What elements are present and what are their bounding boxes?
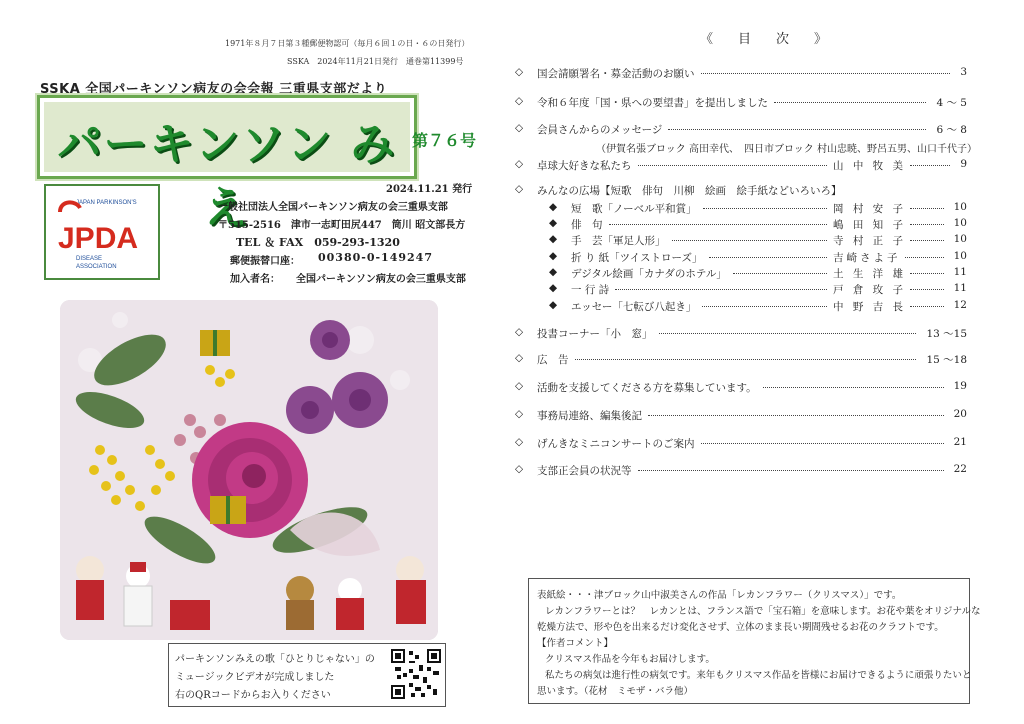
logo-top-text: JAPAN PARKINSON'S <box>76 200 137 206</box>
diamond-outline-icon: ◇ <box>515 66 524 78</box>
toc-leader-dots <box>668 129 926 130</box>
toc-leader-dots <box>763 387 944 388</box>
toc-leader-dots <box>575 359 916 360</box>
toc-item-author: 山 中 牧 美 <box>833 160 907 172</box>
toc-item <box>515 282 967 298</box>
toc-item-page: 10 <box>953 250 967 262</box>
toc-leader-dots <box>701 443 944 444</box>
toc-leader-dots <box>910 165 950 166</box>
diamond-filled-icon: ◆ <box>549 299 558 311</box>
comment-line-4: 【作者コメント】 <box>537 638 614 649</box>
toc-item <box>515 217 967 233</box>
toc-leader-dots <box>648 415 944 416</box>
logo-bottom-text-1: DISEASE <box>76 256 103 262</box>
payee-label: 加入者名： <box>230 274 280 285</box>
diamond-outline-icon: ◇ <box>515 183 524 195</box>
toc-leader-dots <box>733 273 827 274</box>
toc-item <box>515 250 967 266</box>
toc-leader-dots <box>910 224 944 225</box>
diamond-filled-icon: ◆ <box>549 266 558 278</box>
toc-item-author: 中 野 吉 長 <box>833 301 907 313</box>
comment-line-3: 乾燥方法で、形や色を出来るだけ変化させず、立体のまま長い期間残せるお花のクラフトです。 <box>537 622 944 633</box>
toc-item <box>515 158 967 174</box>
toc-leader-dots <box>910 208 944 209</box>
toc-item-label: 活動を支援してくださる方を募集しています。 <box>537 382 757 394</box>
toc-leader-dots <box>910 240 944 241</box>
toc-item-label: みんなの広場【短歌 俳句 川柳 絵画 絵手紙などいろいろ】 <box>537 185 842 197</box>
toc-item-label: 会員さんからのメッセージ <box>537 124 663 136</box>
publisher-address: 〒515-2516 津市一志町田尻447 筒川 昭文部長方 <box>218 220 466 231</box>
toc-item <box>515 66 967 82</box>
toc-item-page: 12 <box>953 299 967 311</box>
publish-date: 2024.11.21 発行 <box>386 184 473 195</box>
toc-leader-dots <box>672 240 827 241</box>
cover-photo <box>60 300 438 640</box>
toc-item-page: 22 <box>953 463 967 475</box>
comment-line-2: レカンフラワーとは？ レカンとは、フランス語で「宝石箱」を意味します。お花や葉をオリジナルな <box>545 606 981 617</box>
newsletter-title: パーキンソン みえ <box>57 119 397 234</box>
toc-item-label: 広 告 <box>537 354 569 366</box>
toc-item-label: げんきなミニコンサートのご案内 <box>537 438 695 450</box>
notice-line-3: 右のQRコードからお入りください <box>175 690 331 701</box>
jpda-logo-mark <box>46 186 158 278</box>
qr-code-icon[interactable] <box>391 649 441 699</box>
toc-item-page: 11 <box>953 282 967 294</box>
logo-main-text: JPDA <box>58 222 139 255</box>
account-number: 00380-0-149247 <box>318 251 433 264</box>
toc-item-author: 岡 村 安 子 <box>833 203 907 215</box>
diamond-outline-icon: ◇ <box>515 408 524 420</box>
toc-item-page: 15 ～18 <box>926 354 967 366</box>
toc-leader-dots <box>910 273 944 274</box>
diamond-outline-icon: ◇ <box>515 326 524 338</box>
toc-item <box>515 352 967 368</box>
toc-item <box>515 380 967 396</box>
payee-name: 全国パーキンソン病友の会三重県支部 <box>296 274 466 285</box>
toc-leader-dots <box>910 289 944 290</box>
toc-item-label: 折 り 紙「ツイストローズ」 <box>571 252 703 264</box>
toc-title: 《 目 次 》 <box>700 32 834 47</box>
comment-line-1: 表紙絵・・・津ブロック山中淑美さんの作品「レカンフラワー（クリスマス）」です。 <box>537 590 902 601</box>
toc-item-label: 支部正会員の状況等 <box>537 465 632 477</box>
diamond-outline-icon: ◇ <box>515 122 524 134</box>
toc-leader-dots <box>615 289 827 290</box>
toc-leader-dots <box>910 306 944 307</box>
diamond-filled-icon: ◆ <box>549 282 558 294</box>
toc-item-page: 13 ～15 <box>926 328 967 340</box>
logo-bottom-text-2: ASSOCIATION <box>76 264 117 270</box>
diamond-filled-icon: ◆ <box>549 217 558 229</box>
toc-item-label: 短 歌「ノーベル平和賞」 <box>571 203 697 215</box>
music-video-notice <box>168 643 446 707</box>
toc-item <box>515 122 967 138</box>
toc-item-author: 戸 倉 玫 子 <box>833 284 907 296</box>
toc-item-label: 令和６年度「国・県への要望書」を提出しました <box>537 97 768 109</box>
toc-item-label: 投書コーナー「小 窓」 <box>537 328 653 340</box>
toc-item-label: 国会請願署名・募金活動のお願い <box>537 68 695 80</box>
toc-item-author: 吉崎さよ子 <box>833 252 901 264</box>
toc-leader-dots <box>702 306 827 307</box>
toc-item-page: 4 ～ 5 <box>936 97 967 109</box>
toc-item-author: 土 生 洋 雄 <box>833 268 907 280</box>
diamond-outline-icon: ◇ <box>515 95 524 107</box>
diamond-outline-icon: ◇ <box>515 380 524 392</box>
notice-line-1: パーキンソンみえの歌「ひとりじゃない」の <box>175 654 375 665</box>
publisher-tel: TEL ＆ FAX 059-293-1320 <box>236 236 400 249</box>
toc-item-page: 11 <box>953 266 967 278</box>
diamond-filled-icon: ◆ <box>549 233 558 245</box>
toc-item <box>515 266 967 282</box>
toc-item-page: 10 <box>953 217 967 229</box>
toc-leader-dots <box>905 257 944 258</box>
comment-line-7: 思います。（花材 ミモザ・バラ他） <box>537 686 693 697</box>
toc-item-author: 寺 村 正 子 <box>833 235 907 247</box>
toc-item <box>515 201 967 217</box>
toc-item-label: 俳 句 <box>571 219 603 231</box>
toc-item <box>515 95 967 111</box>
toc-leader-dots <box>701 73 950 74</box>
toc-leader-dots <box>609 224 827 225</box>
toc-leader-dots <box>703 208 827 209</box>
comment-line-6: 私たちの病気は進行性の病気です。来年もクリスマス作品を皆様にお届けできるように頑張りたいと <box>545 670 972 681</box>
flower-arrangement-image <box>60 300 438 640</box>
toc-leader-dots <box>709 257 827 258</box>
toc-item <box>515 326 967 342</box>
toc-item <box>515 183 967 199</box>
notice-line-2: ミュージックビデオが完成しました <box>175 672 335 683</box>
toc-item-label: エッセー「七転び八起き」 <box>571 301 697 313</box>
toc-item <box>515 463 967 479</box>
publisher-org: 一般社団法人全国パーキンソン病友の会三重県支部 <box>218 202 448 213</box>
toc-item-page: 3 <box>960 66 967 78</box>
diamond-outline-icon: ◇ <box>515 352 524 364</box>
account-label: 郵便振替口座： <box>230 256 300 267</box>
toc-item-author: 嶋 田 知 子 <box>833 219 907 231</box>
toc-item-label: 卓球大好きな私たち <box>537 160 632 172</box>
toc-item <box>515 436 967 452</box>
toc-item <box>515 408 967 424</box>
issue-number: 第７６号 <box>412 131 477 150</box>
toc-item-label: 手 芸「軍足人形」 <box>571 235 666 247</box>
toc-item-page: 20 <box>953 408 967 420</box>
jpda-logo <box>44 184 160 280</box>
toc-leader-dots <box>638 165 827 166</box>
diamond-outline-icon: ◇ <box>515 158 524 170</box>
toc-leader-dots <box>638 470 944 471</box>
toc-item-page: 10 <box>953 201 967 213</box>
comment-line-5: クリスマス作品を今年もお届けします。 <box>545 654 715 665</box>
cover-comment-box <box>528 578 981 704</box>
toc-item-page: 10 <box>953 233 967 245</box>
toc-item <box>515 299 967 315</box>
toc-item-label: 事務局連絡、編集後記 <box>537 410 642 422</box>
toc-item-page: 9 <box>960 158 967 170</box>
postal-permit-line: 1971年８月７日第３種郵便物認可（毎月６回１の日・６の日発行） <box>225 39 470 48</box>
toc-item <box>515 233 967 249</box>
toc-leader-dots <box>659 333 916 334</box>
diamond-filled-icon: ◆ <box>549 250 558 262</box>
diamond-outline-icon: ◇ <box>515 436 524 448</box>
toc-item-page: 21 <box>953 436 967 448</box>
toc-leader-dots <box>774 102 926 103</box>
newsletter-subtitle: SSKA 全国パーキンソン病友の会会報 三重県支部だより <box>40 82 388 97</box>
toc-item-label: デジタル絵画「カナダのホテル」 <box>571 268 727 280</box>
issue-info-line: SSKA 2024年11月21日発行 通巻第11399号 <box>287 57 464 66</box>
message-contributors-note: （伊賀名張ブロック 高田幸代、 四日市ブロック 村山忠暁、野呂五男、山口千代子） <box>596 144 977 155</box>
toc-item-page: 19 <box>953 380 967 392</box>
diamond-outline-icon: ◇ <box>515 463 524 475</box>
toc-item-label: 一 行 詩 <box>571 284 610 296</box>
diamond-filled-icon: ◆ <box>549 201 558 213</box>
toc-item-page: 6 ～ 8 <box>936 124 967 136</box>
